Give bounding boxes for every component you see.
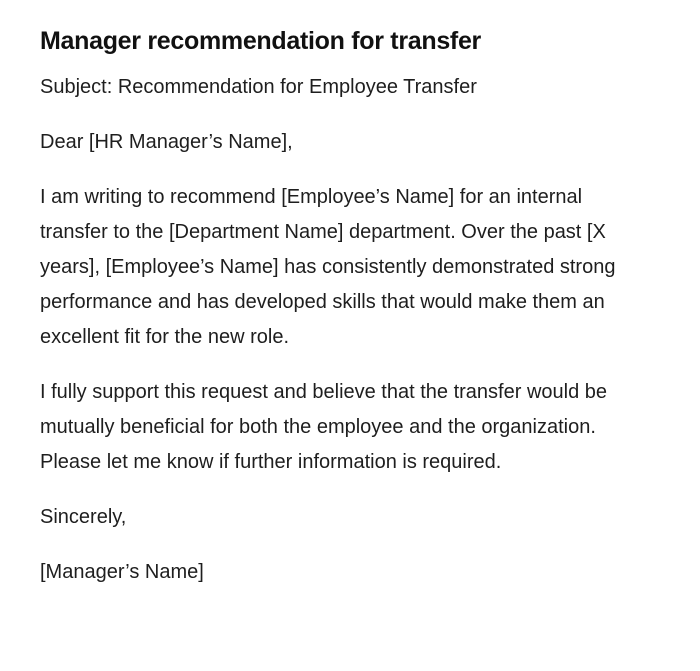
signature: [Manager’s Name] <box>40 561 204 583</box>
salutation: Dear [HR Manager’s Name], <box>40 131 293 153</box>
body-paragraph-1: I am writing to recommend [Employee’s Name] for an internal transfer to the [Department Name] department. Over the past [X years], [Employee’s Name] has consistently demonstrated strong performance and has developed skills that would make them an excellent fit for the new role. <box>40 186 616 348</box>
page-title: Manager recommendation for transfer <box>40 27 481 55</box>
subject-line: Subject: Recommendation for Employee Transfer <box>40 76 477 98</box>
body-paragraph-2: I fully support this request and believe that the transfer would be mutually beneficial for both the employee and the organization. Please let me know if further information is required. <box>40 381 608 473</box>
closing: Sincerely, <box>40 506 127 528</box>
